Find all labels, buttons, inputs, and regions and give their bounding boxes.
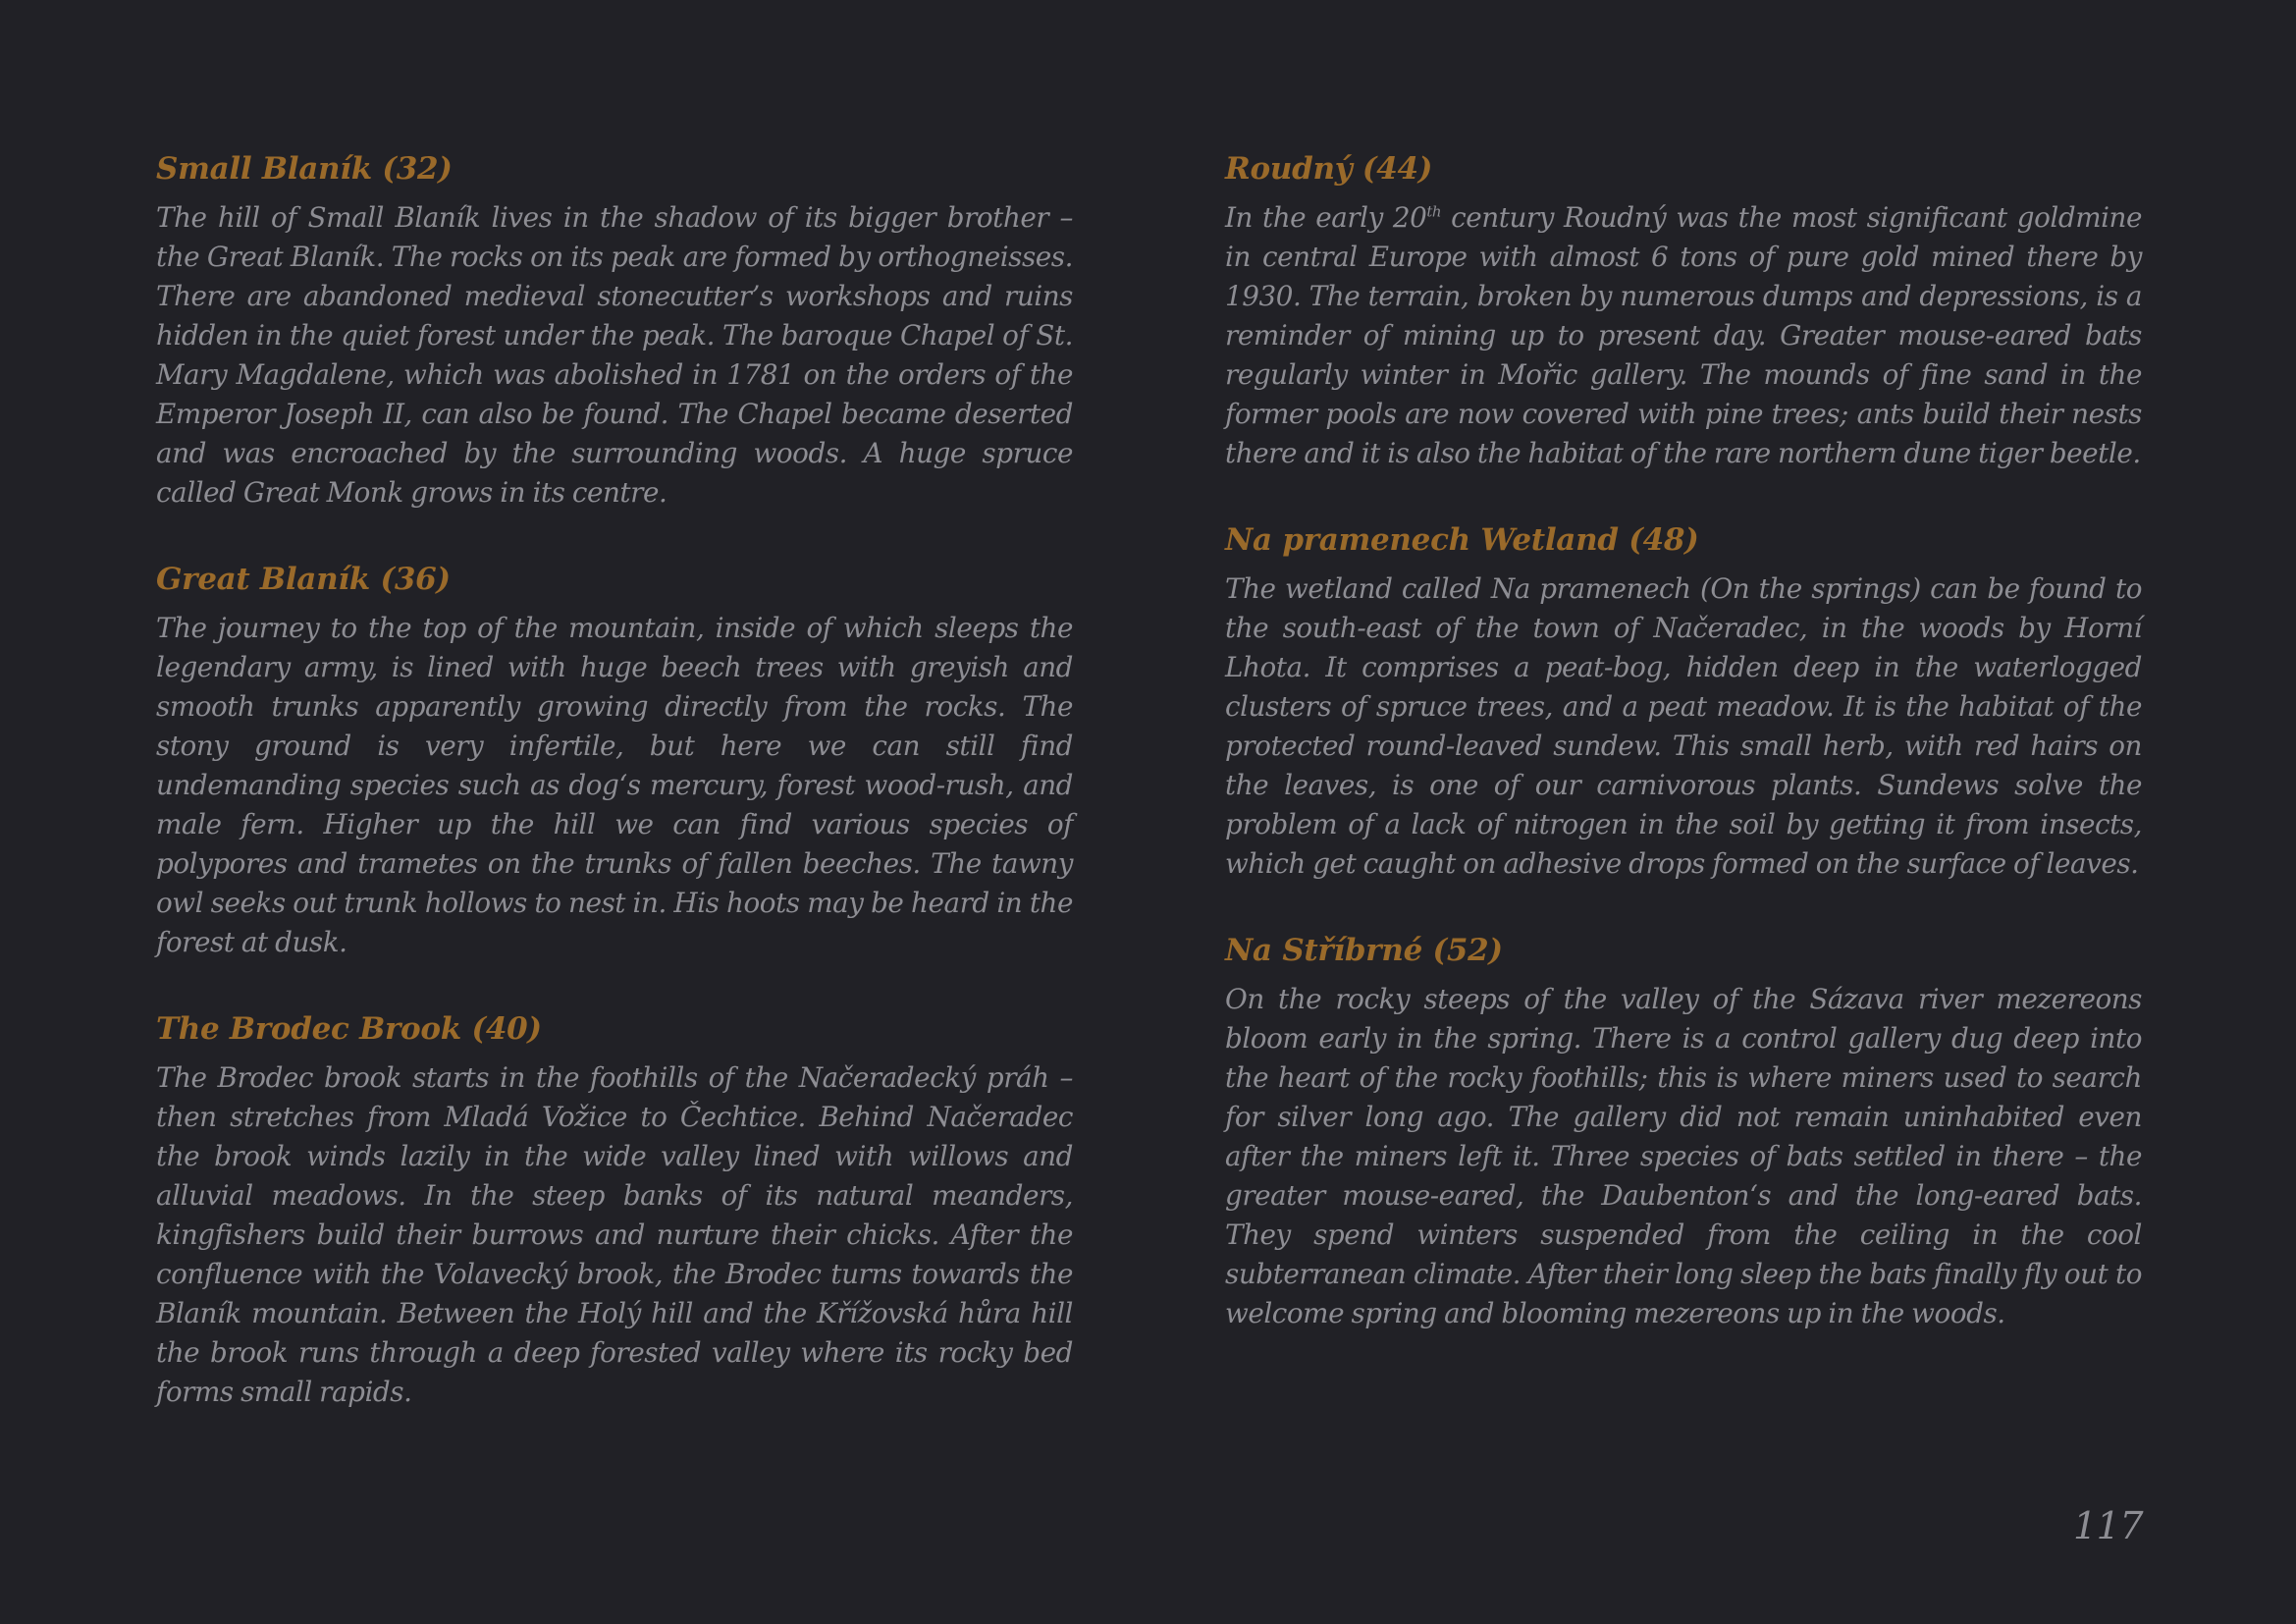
body-text-start: In the early 20 bbox=[1225, 201, 1427, 234]
section-title: Na Stříbrné (52) bbox=[1225, 933, 1503, 968]
section-title: The Brodec Brook (40) bbox=[156, 1011, 542, 1047]
section-small-blanik bbox=[156, 145, 1073, 513]
section-body: The wetland called Na pramenech (On the springs) can be found to the south-east of the town of Načeradec, in the woods by Horní Lhota. It comprises a peat-bog, hidden deep in the waterlogged clusters of spruce trees, and a peat meadow. It is the habitat of the protected round-leaved sundew. This small herb, with red hairs on the leaves, is one of our carnivorous plants. Sundews solve the problem of a lack of nitrogen in the soil by getting it from insects, which get caught on adhesive drops formed on the surface of leaves. bbox=[1225, 572, 2142, 880]
section-roudny bbox=[1225, 145, 2142, 473]
right-column bbox=[1225, 145, 2142, 1377]
section-title: Small Blaník (32) bbox=[156, 151, 453, 187]
section-title: Great Blaník (36) bbox=[156, 562, 451, 597]
section-body: The Brodec brook starts in the foothills of the Načeradecký práh – then stretches from Mladá Vožice to Čechtice. Behind Načeradec the brook winds lazily in the wide valley lined with willows and alluvial meadows. In the steep banks of its natural meanders, kingfishers build their burrows and nurture their chicks. After the confluence with the Volavecký brook, the Brodec turns towards the Blaník mountain. Between the Holý hill and the Křížovská hůra hill the brook runs through a deep forested valley where its rocky bed forms small rapids. bbox=[156, 1061, 1073, 1408]
section-body: On the rocky steeps of the valley of the Sázava river mezereons bloom early in the spring. There is a control gallery dug deep into the heart of the rocky foothills; this is where miners used to search for silver long ago. The gallery did not remain uninhabited even after the miners left it. Three species of bats settled in there – the greater mouse-eared, the Daubenton‘s and the long-eared bats. They spend winters suspended from the ceiling in the cool subterranean climate. After their long sleep the bats finally fly out to welcome spring and blooming mezereons up in the woods. bbox=[1225, 983, 2142, 1329]
section-great-blanik bbox=[156, 556, 1073, 962]
section-body bbox=[1225, 198, 2142, 473]
section-body: The hill of Small Blaník lives in the shadow of its bigger brother – the Great Blaník. The rocks on its peak are formed by orthogneisses. There are abandoned medieval stonecutter’s workshops and ruins hidden in the quiet forest under the peak. The baroque Chapel of St. Mary Magdalene, which was abolished in 1781 on the orders of the Emperor Joseph II, can also be found. The Chapel became deserted and was encroached by the surrounding woods. A huge spruce called Great Monk grows in its centre. bbox=[156, 201, 1073, 509]
page-number: 117 bbox=[2072, 1504, 2143, 1547]
left-column bbox=[156, 145, 1073, 1455]
section-na-stribrne bbox=[1225, 927, 2142, 1333]
body-text-rest: century Roudný was the most significant goldmine in central Europe with almost 6 tons of pure gold mined there by 1930. The terrain, broken by numerous dumps and depressions, is a reminder of mining up to present day. Greater mouse-eared bats regularly winter in Mořic gallery. The mounds of fine sand in the former pools are now covered with pine trees; ants build their nests there and it is also the habitat of the rare northern dune tiger beetle. bbox=[1225, 201, 2142, 469]
section-brodec-brook bbox=[156, 1005, 1073, 1412]
section-title: Na pramenech Wetland (48) bbox=[1225, 522, 1699, 558]
section-na-pramenech-wetland bbox=[1225, 516, 2142, 884]
ordinal-superscript: th bbox=[1426, 202, 1442, 221]
section-body: The journey to the top of the mountain, inside of which sleeps the legendary army, is lined with huge beech trees with greyish and smooth trunks apparently growing directly from the rocks. The stony ground is very infertile, but here we can still find undemanding species such as dog‘s mercury, forest wood-rush, and male fern. Higher up the hill we can find various species of polypores and trametes on the trunks of fallen beeches. The tawny owl seeks out trunk hollows to nest in. His hoots may be heard in the forest at dusk. bbox=[156, 612, 1073, 958]
section-title: Roudný (44) bbox=[1225, 151, 1433, 187]
